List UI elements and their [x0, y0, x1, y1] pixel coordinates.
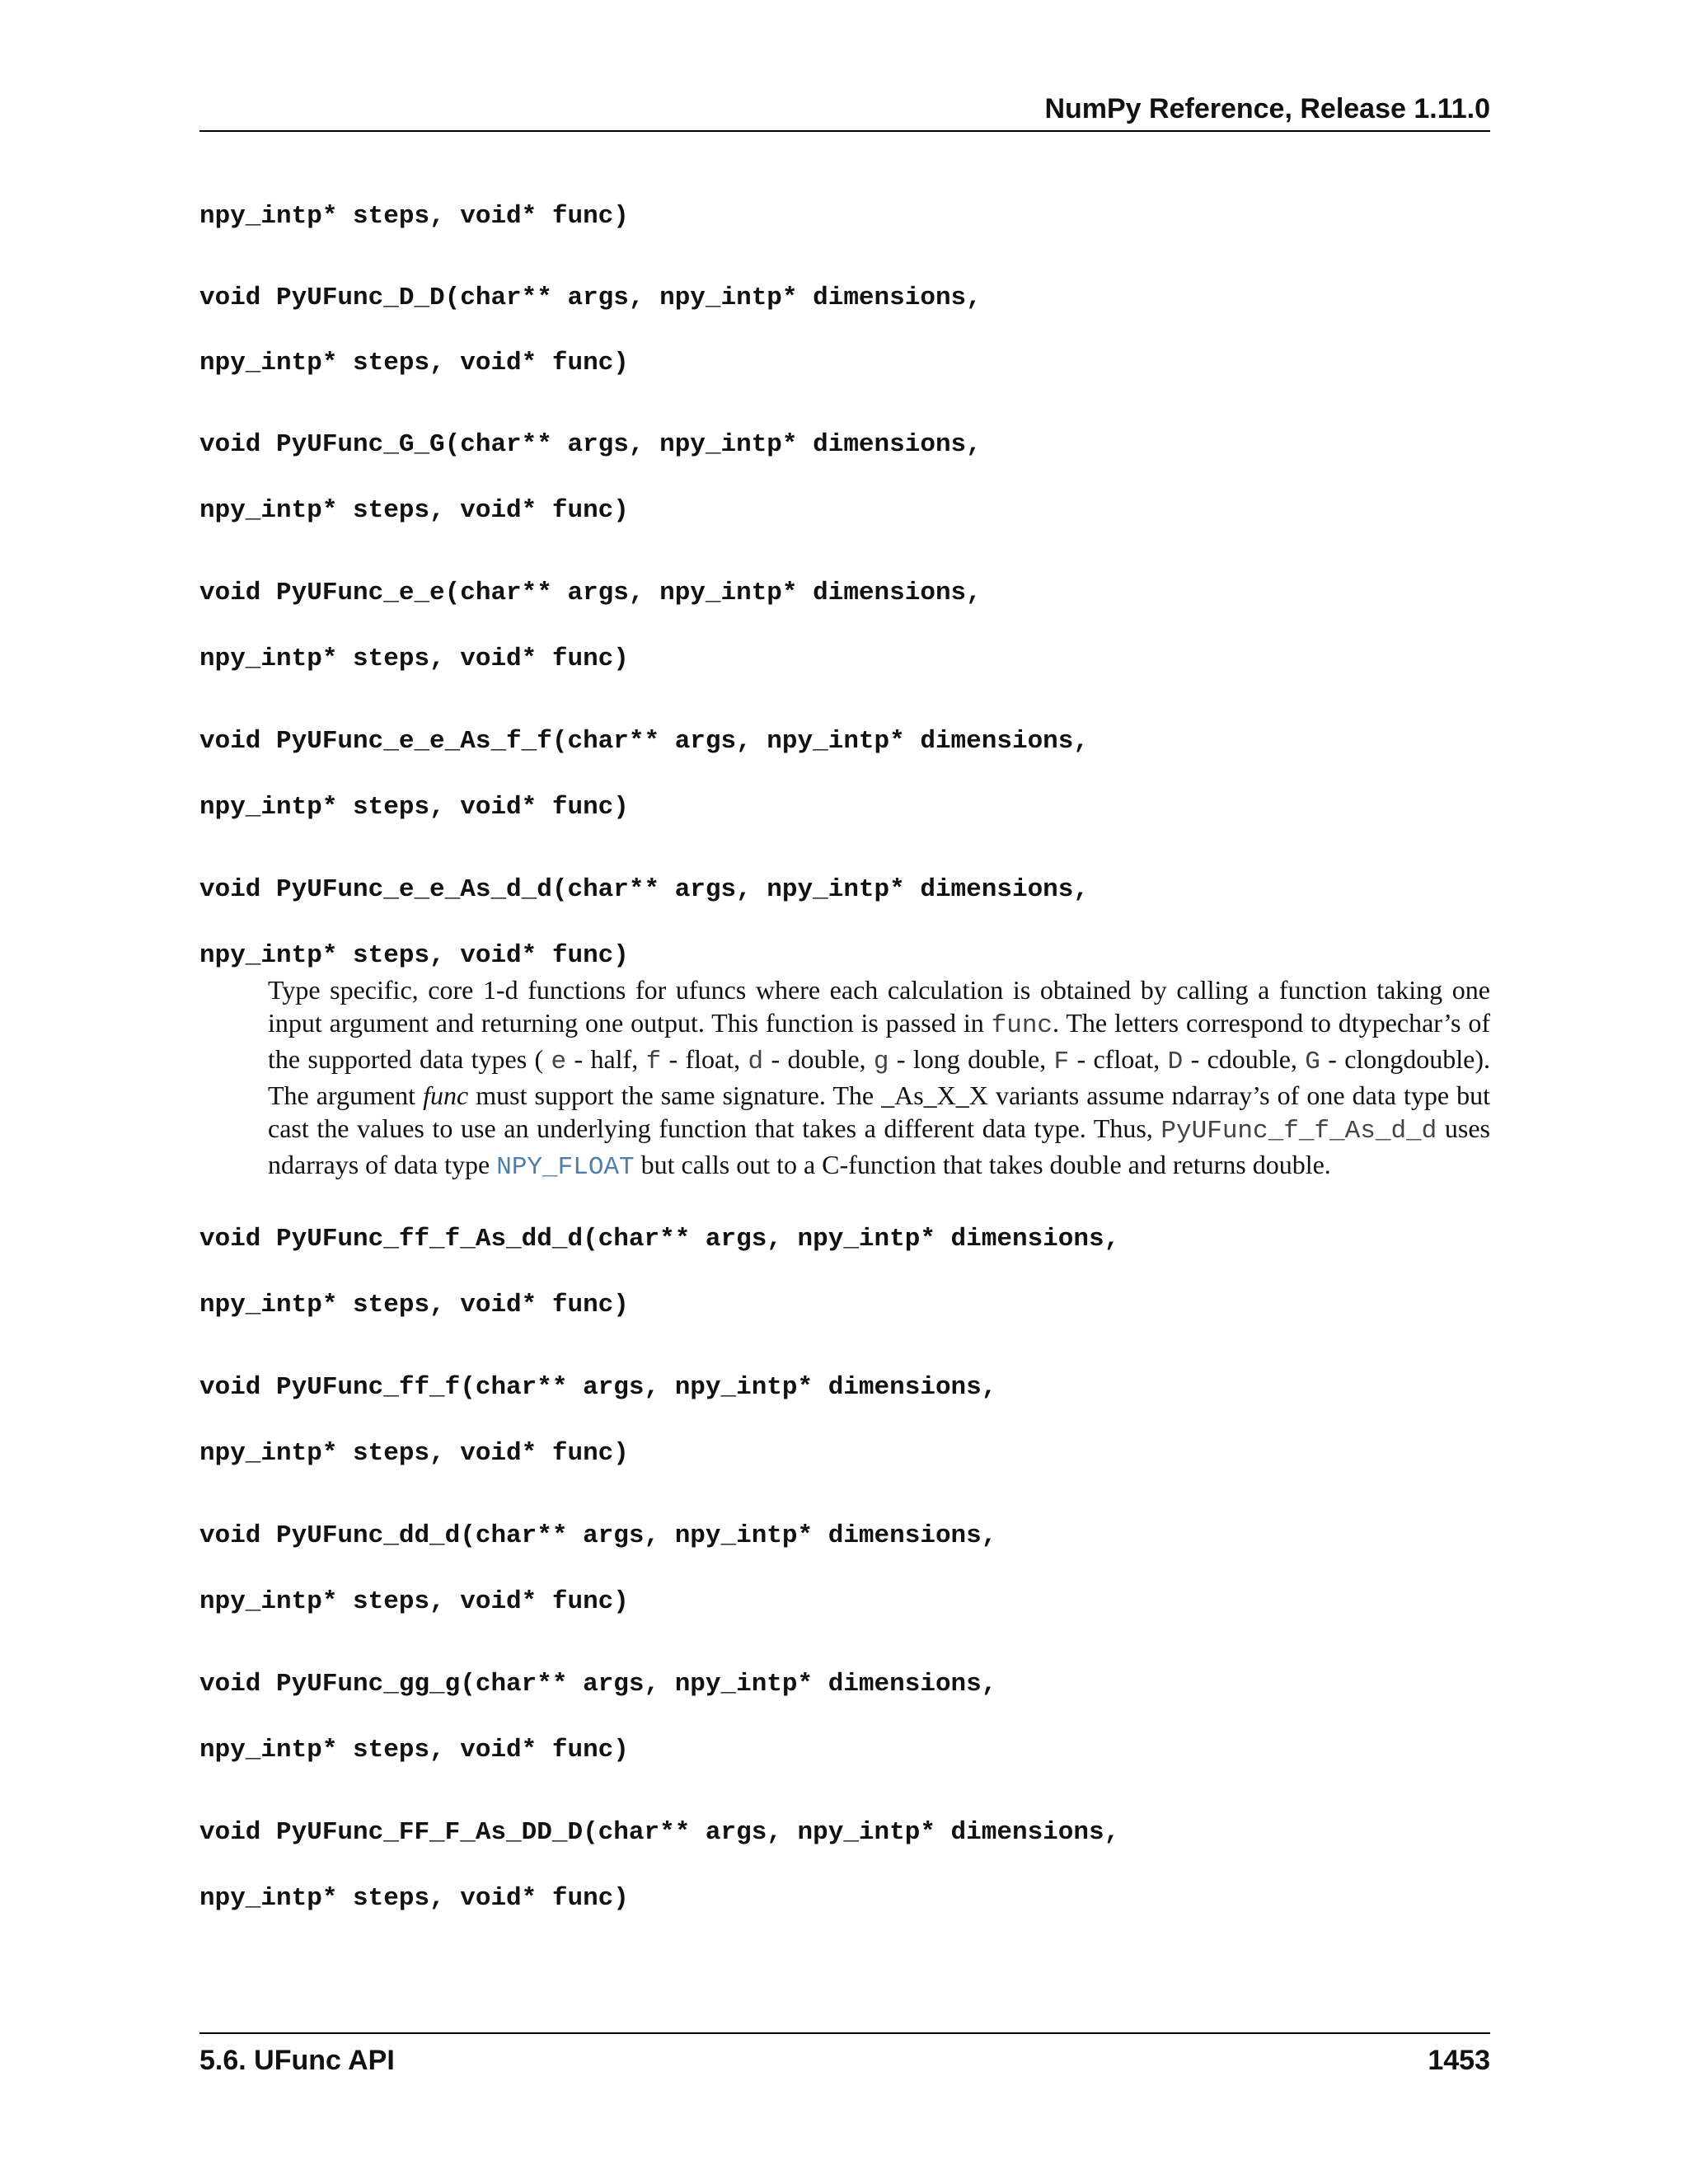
signature-line: void PyUFunc_G_G(char** args, npy_intp* dimensions,	[199, 430, 982, 459]
desc-text: - float,	[661, 1044, 748, 1074]
desc-text: Type specific, core 1-d functions for ufuncs where each calculation is obtained by calling a function taking one input argument and returning one output. This function is passed in	[268, 975, 1490, 1038]
signature-line: npy_intp* steps, void* func)	[199, 644, 629, 673]
function-description	[268, 973, 1490, 1184]
code-d: d	[748, 1047, 764, 1076]
desc-text: - clongdouble). The argument	[268, 1044, 1491, 1110]
footer-page-number: 1453	[1428, 2045, 1490, 2076]
signature-line: npy_intp* steps, void* func)	[199, 1587, 629, 1616]
running-header-title: NumPy Reference, Release 1.11.0	[1044, 93, 1490, 124]
code-g: g	[873, 1047, 889, 1076]
signature-line: void PyUFunc_D_D(char** args, npy_intp* dimensions,	[199, 284, 982, 312]
code-example-function: PyUFunc_f_f_As_d_d	[1160, 1117, 1437, 1146]
signature-line: npy_intp* steps, void* func)	[199, 496, 629, 525]
signature-line: npy_intp* steps, void* func)	[199, 202, 629, 231]
signature-line: void PyUFunc_dd_d(char** args, npy_intp* dimensions,	[199, 1521, 997, 1550]
desc-text: but calls out to a C-function that takes double and returns double.	[634, 1150, 1331, 1179]
signature-line: void PyUFunc_gg_g(char** args, npy_intp* dimensions,	[199, 1670, 997, 1699]
footer-section-title: 5.6. UFunc API	[199, 2045, 395, 2076]
signature-line: void PyUFunc_e_e(char** args, npy_intp* dimensions,	[199, 579, 982, 607]
code-G: G	[1305, 1047, 1320, 1076]
signature-line: npy_intp* steps, void* func)	[199, 793, 629, 822]
page-footer	[199, 2032, 1490, 2083]
signature-line: void PyUFunc_ff_f(char** args, npy_intp* dimensions,	[199, 1373, 997, 1402]
desc-text: must support the same signature. The _As_X_X variants assume ndarray’s of one data type but cast the values to use an underlying function that takes a different data type. Thus,	[268, 1080, 1491, 1143]
signature-line: void PyUFunc_e_e_As_f_f(char** args, npy_intp* dimensions,	[199, 727, 1089, 756]
signature-line: npy_intp* steps, void* func)	[199, 349, 629, 377]
page-header	[199, 92, 1490, 132]
code-func: func	[991, 1011, 1053, 1040]
code-f: f	[645, 1047, 662, 1076]
npy-float-link[interactable]: NPY_FLOAT	[496, 1153, 635, 1182]
desc-text: uses ndarrays of data type	[268, 1113, 1491, 1179]
code-D: D	[1167, 1047, 1184, 1076]
desc-text: - half,	[566, 1044, 646, 1074]
code-F: F	[1053, 1047, 1070, 1076]
signature-line: npy_intp* steps, void* func)	[199, 1736, 629, 1765]
desc-text: . The letters correspond to dtypechar’s of the supported data types (	[268, 1008, 1491, 1074]
desc-text: - cfloat,	[1069, 1044, 1168, 1074]
desc-text: - long double,	[889, 1044, 1054, 1074]
signature-line: npy_intp* steps, void* func)	[199, 1884, 629, 1913]
signature-line: void PyUFunc_e_e_As_d_d(char** args, npy_intp* dimensions,	[199, 875, 1089, 904]
signature-line: npy_intp* steps, void* func)	[199, 1291, 629, 1319]
code-e: e	[551, 1047, 567, 1076]
desc-text: - double,	[763, 1044, 874, 1074]
signature-line: npy_intp* steps, void* func)	[199, 1439, 629, 1468]
signature-line: void PyUFunc_FF_F_As_DD_D(char** args, npy_intp* dimensions,	[199, 1818, 1120, 1847]
signature-line: void PyUFunc_ff_f_As_dd_d(char** args, npy_intp* dimensions,	[199, 1225, 1120, 1254]
emphasis-func: func	[423, 1080, 469, 1110]
desc-text: - cdouble,	[1183, 1044, 1306, 1074]
signature-line: npy_intp* steps, void* func)	[199, 941, 629, 970]
